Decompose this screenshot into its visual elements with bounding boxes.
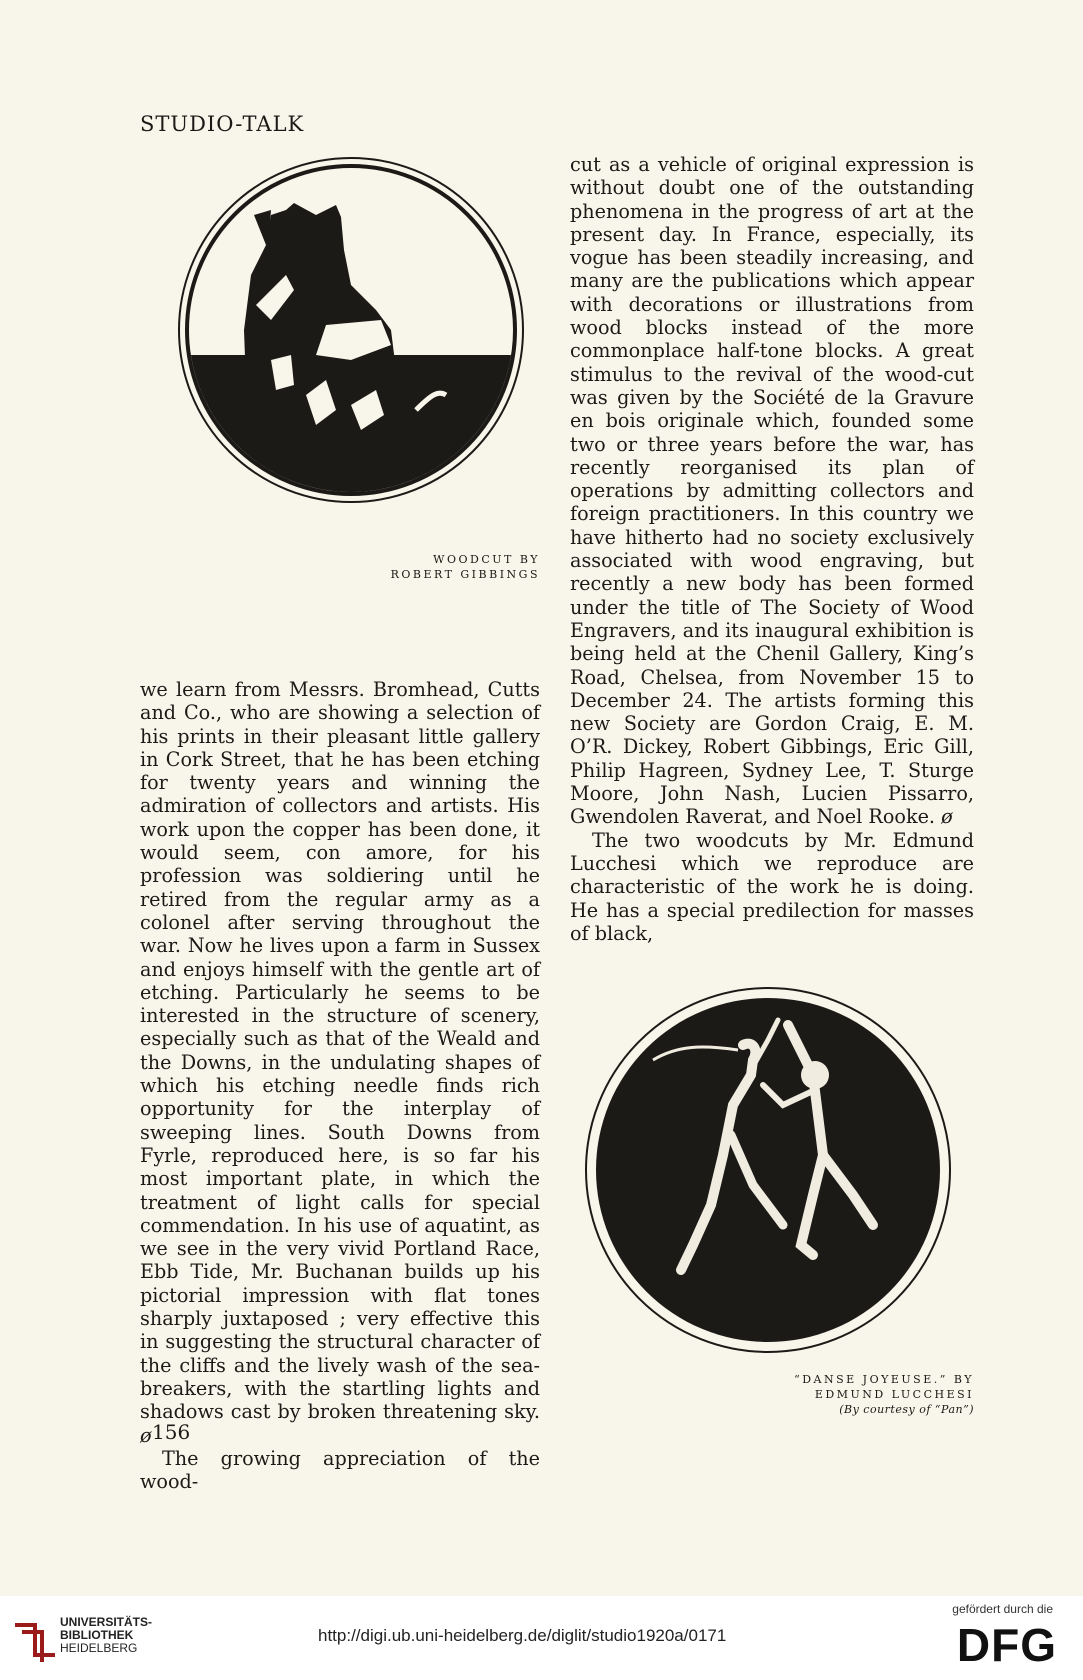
library-line: BIBLIOTHEK [60, 1628, 134, 1642]
digitization-footer [0, 1596, 1083, 1680]
left-paragraph-2: The growing appreciation of the wood- [140, 1446, 540, 1494]
ornament: ø [140, 1423, 152, 1447]
right-paragraph-2: The two woodcuts by Mr. Edmund Lucchesi which we reproduce are characteristic of the work he is doing. He has a special predilection for masses of black, [570, 828, 974, 945]
ornament: ø [941, 805, 953, 829]
right-paragraph-1 [570, 153, 974, 829]
left-paragraph-1 [140, 678, 540, 1447]
caption-line: “DANSE JOYEUSE.” BY [794, 1373, 974, 1386]
permalink-url[interactable]: http://digi.ub.uni-heidelberg.de/diglit/studio1920a/0171 [318, 1626, 727, 1645]
caption-line: ROBERT GIBBINGS [390, 568, 540, 581]
library-line: HEIDELBERG [60, 1641, 138, 1655]
library-name [60, 1616, 152, 1655]
running-header: STUDIO-TALK [140, 112, 305, 136]
caption-line: EDMUND LUCCHESI [814, 1388, 974, 1401]
paragraph-text: we learn from Messrs. Bromhead, Cutts and Co., who are showing a selection of his prints in their pleasant little gallery in Cork Street, that he has been etching for twenty years and winning the admiration of collectors and artists. His work upon the copper has been done, it would seem, con amore, for his profession was soldiering until he retired from the regular army as a colonel after serving throughout the war. Now he lives upon a farm in Sussex and enjoys himself with the gentle art of etching. Particularly he seems to be interested in the structure of scenery, especially such as that of the Weald and the Downs, in the undulating shapes of which his etching needle finds rich opportunity for the interplay of sweeping lines. South Downs from Fyrle, reproduced here, is so far his most important plate, in which the treatment of light calls for special commendation. In his use of aquatint, as we see in the very vivid Portland Race, Ebb Tide, Mr. Buchanan builds up his pictorial impression with flat tones sharply juxtaposed ; very effective this in suggesting the structural character of the cliffs and the lively wash of the sea-breakers, with the startling lights and shadows cast by broken threatening sky. [140, 678, 540, 1424]
caption-credit: (By courtesy of “Pan”) [839, 1403, 974, 1416]
woodcut-gibbings-cow [176, 155, 526, 505]
caption-woodcut-gibbings [360, 552, 540, 582]
library-line: UNIVERSITÄTS- [60, 1615, 153, 1629]
page-number: 156 [152, 1420, 191, 1444]
caption-woodcut-lucchesi [740, 1372, 974, 1417]
funding-label: gefördert durch die [952, 1602, 1053, 1616]
caption-line: WOODCUT BY [433, 553, 540, 566]
left-column [140, 678, 540, 1493]
right-column [570, 153, 974, 945]
woodcut-lucchesi-danse-joyeuse [583, 985, 953, 1355]
paragraph-text: cut as a vehicle of original expression is without doubt one of the outstanding phenomena in the progress of art at the present day. In France, especially, its vogue has been steadily increasing, and many are the publications which appear with decorations or illustrations from wood blocks instead of the more commonplace half-tone blocks. A great stimulus to the revival of the wood-cut was given by the Société de la Gravure en bois originale which, founded some two or three years before the war, has recently reorganised its plan of operations by admitting collectors and foreign practitioners. In this country we have hitherto had no society exclusively associated with wood engraving, but recently a new body has been formed under the title of The Society of Wood Engravers, and its inaugural exhibition is being held at the Chenil Gallery, King’s Road, Chelsea, from November 15 to December 24. The artists forming this new Society are Gordon Craig, E. M. O’R. Dickey, Robert Gibbings, Eric Gill, Philip Hagreen, Sydney Lee, T. Sturge Moore, John Nash, Lucien Pissarro, Gwendolen Raverat, and Noel Rooke. [570, 153, 974, 829]
dfg-logo: DFG [956, 1619, 1057, 1671]
